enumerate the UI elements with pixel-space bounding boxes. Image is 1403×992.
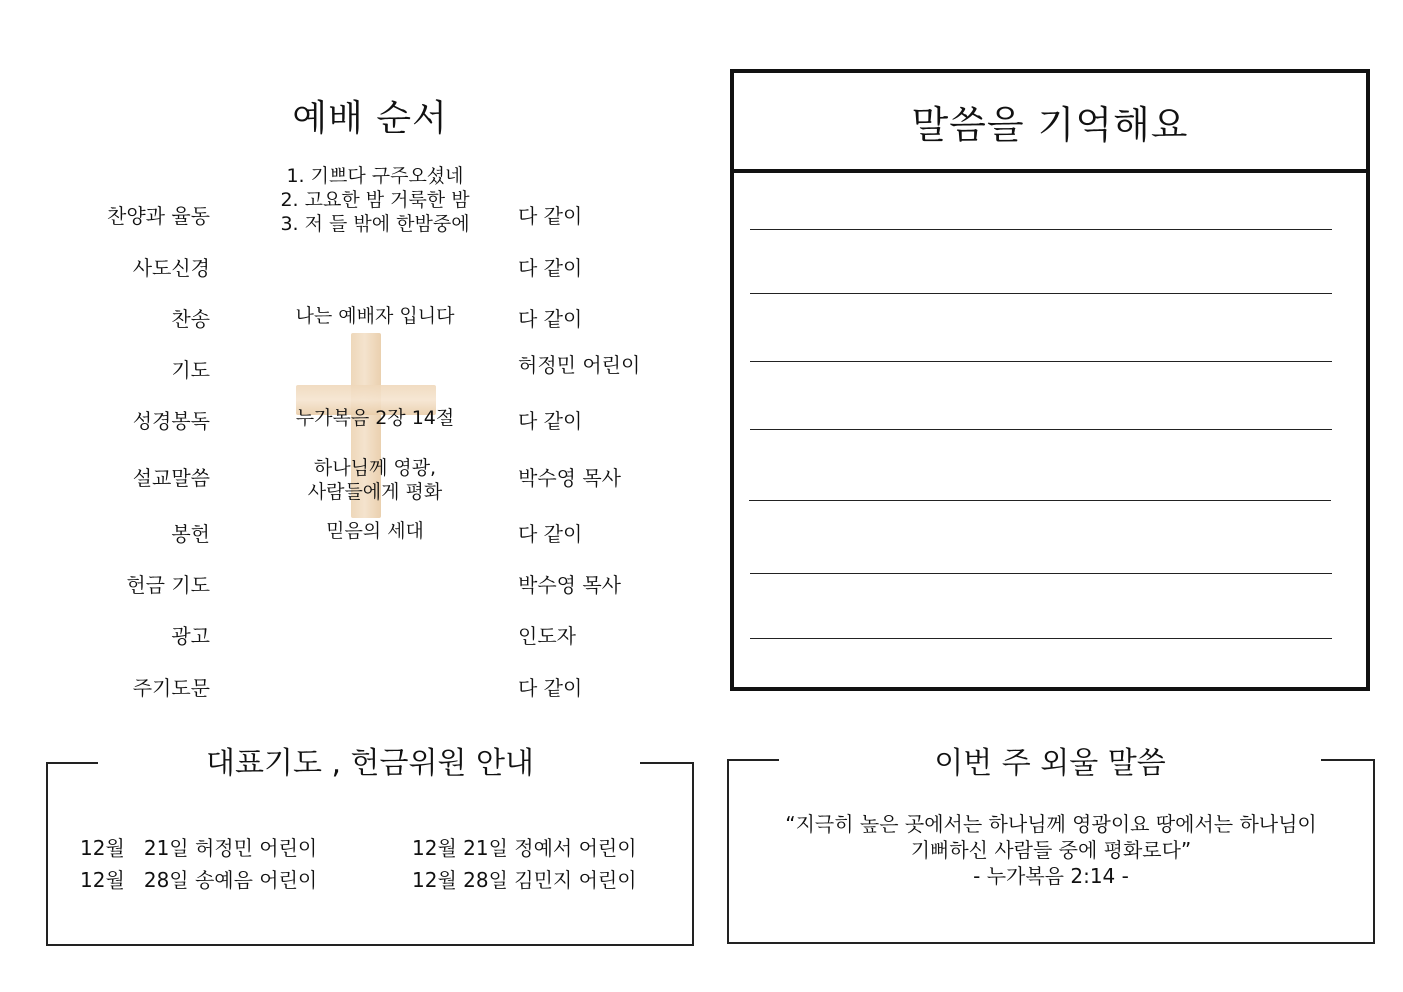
row-detail-reading: 누가복음 2장 14절 xyxy=(295,407,455,429)
memory-verse-line-2: 기뻐하신 사람들 중에 평화로다” xyxy=(910,838,1192,862)
row-who-sermon: 박수영 목사 xyxy=(518,466,621,490)
row-label-announcements: 광고 xyxy=(171,624,210,648)
memory-verse-reference: - 누가복음 2:14 - xyxy=(973,864,1129,888)
sermon-title-line-2: 사람들에게 평화 xyxy=(307,481,443,503)
row-label-prayer: 기도 xyxy=(171,358,210,382)
writing-line[interactable] xyxy=(750,573,1332,574)
row-who-announcements: 인도자 xyxy=(518,624,576,648)
remember-word-box xyxy=(730,69,1370,691)
worship-order-title: 예배 순서 xyxy=(292,98,448,139)
row-who-offering: 다 같이 xyxy=(518,522,583,546)
row-label-lords-prayer: 주기도문 xyxy=(132,676,210,700)
memory-box-top-right xyxy=(1321,759,1373,761)
duty-left-2: 12월 28일 송예음 어린이 xyxy=(80,868,318,892)
duty-left-1: 12월 21일 허정민 어린이 xyxy=(80,836,318,860)
row-detail-offering: 믿음의 세대 xyxy=(326,520,424,542)
writing-line[interactable] xyxy=(750,429,1332,430)
row-who-offering-prayer: 박수영 목사 xyxy=(518,573,621,597)
sermon-title-line-1: 하나님께 영광, xyxy=(313,457,437,479)
writing-line[interactable] xyxy=(749,500,1331,501)
memory-verse-title: 이번 주 외울 말씀 xyxy=(934,746,1166,781)
duty-box-top-left xyxy=(46,762,98,764)
remember-word-title: 말씀을 기억해요 xyxy=(734,73,1366,173)
row-who-lords-prayer: 다 같이 xyxy=(518,676,583,700)
row-label-offering: 봉헌 xyxy=(171,522,210,546)
duty-box-top-right xyxy=(640,762,692,764)
hymn-2: 2. 고요한 밤 거룩한 밤 xyxy=(280,189,470,211)
duty-right-1: 12월 21일 정예서 어린이 xyxy=(412,836,637,860)
row-detail-hymn: 나는 예배자 입니다 xyxy=(295,305,455,327)
row-label-offering-prayer: 헌금 기도 xyxy=(126,573,210,597)
writing-line[interactable] xyxy=(750,638,1332,639)
row-who-hymn: 다 같이 xyxy=(518,307,583,331)
memory-verse-line-1: “지극히 높은 곳에서는 하나님께 영광이요 땅에서는 하나님이 xyxy=(785,812,1317,836)
row-who-praise: 다 같이 xyxy=(518,204,583,228)
writing-line[interactable] xyxy=(750,361,1332,362)
row-detail-praise xyxy=(240,164,510,236)
row-label-creed: 사도신경 xyxy=(132,256,210,280)
hymn-3: 3. 저 들 밖에 한밤중에 xyxy=(280,213,470,235)
hymn-1: 1. 기쁘다 구주오셨네 xyxy=(286,165,464,187)
row-who-prayer: 허정민 어린이 xyxy=(518,353,641,377)
row-label-reading: 성경봉독 xyxy=(132,409,210,433)
row-label-praise: 찬양과 율동 xyxy=(107,204,210,228)
row-label-sermon: 설교말씀 xyxy=(132,466,210,490)
row-who-creed: 다 같이 xyxy=(518,256,583,280)
row-label-hymn: 찬송 xyxy=(171,307,210,331)
writing-line[interactable] xyxy=(750,293,1332,294)
duty-title: 대표기도 , 헌금위원 안내 xyxy=(206,746,534,781)
writing-line[interactable] xyxy=(750,229,1332,230)
memory-box-top-left xyxy=(727,759,779,761)
row-detail-sermon xyxy=(240,456,510,504)
duty-right-2: 12월 28일 김민지 어린이 xyxy=(412,868,637,892)
row-who-reading: 다 같이 xyxy=(518,409,583,433)
